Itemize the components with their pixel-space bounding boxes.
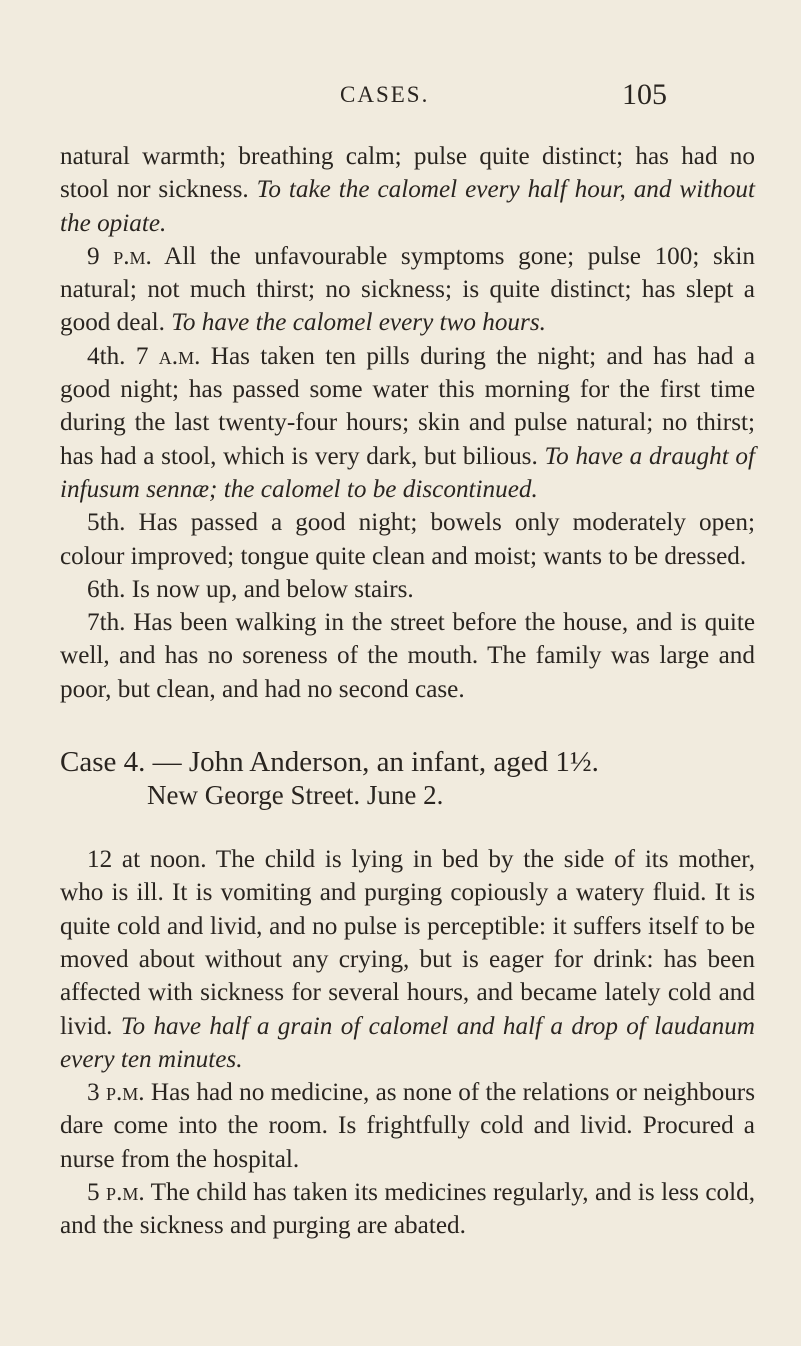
text-run: 6th. Is now up, and below stairs. bbox=[87, 575, 414, 603]
prescription-text: To take the calomel every half hour, and without the opiate. bbox=[60, 176, 756, 237]
case-3-continuation bbox=[60, 140, 755, 706]
text-run: natural warmth; breathing calm; pulse quite distinct; has had no stool nor sickness. bbox=[60, 143, 755, 204]
text-run: All the unfavourable symptoms gone; pulse 100; skin natural; not much thirst; no sickness; is quite distinct; has slept a good deal. bbox=[60, 242, 755, 337]
text-run: Has taken ten pills during the night; and has had a good night; has passed some water this morning for the first time during the last twenty-four hours; skin and pulse natural; no thirst; has had a stool, which is very dark, but bilious. bbox=[60, 342, 756, 470]
paragraph bbox=[60, 340, 755, 506]
running-head bbox=[0, 78, 801, 118]
time-marker: 3 p.m. bbox=[87, 1079, 145, 1107]
paragraph bbox=[60, 843, 755, 1076]
case-heading: Case 4. — John Anderson, an infant, aged 1½. bbox=[60, 746, 599, 779]
prescription-text: To have the calomel every two hours. bbox=[171, 309, 546, 337]
prescription-text: To have half a grain of calomel and half a drop of laudanum every ten minutes. bbox=[60, 1012, 755, 1073]
text-run: 5th. Has passed a good night; bowels only moderately open; colour improved; tongue quite clean and moist; wants to be dressed. bbox=[60, 509, 755, 570]
prescription-text: To have a draught of infusum sennæ; the calomel to be discontinued. bbox=[60, 442, 755, 503]
text-run: 12 at noon. The child is lying in bed by the side of its mother, who is ill. It is vomiting and purging copiously a watery fluid. It is quite cold and livid, and no pulse is perceptible: it suffers itself to be moved about without any crying, but is eager for drink: has been affected with sickness for several hours, and became lately cold and livid. bbox=[60, 846, 755, 1040]
text-run: Has had no medicine, as none of the relations or neighbours dare come into the room. Is frightfully cold and livid. Procured a nurse from the hospital. bbox=[60, 1079, 755, 1173]
page-number: 105 bbox=[622, 78, 667, 111]
case-address-line: New George Street. June 2. bbox=[147, 780, 444, 811]
paragraph bbox=[60, 606, 755, 706]
paragraph bbox=[60, 1176, 755, 1243]
text-run: The child has taken its medicines regularly, and is less cold, and the sickness and purging are abated. bbox=[60, 1179, 756, 1240]
text-run: 4th. bbox=[87, 342, 136, 370]
time-marker: 5 p.m. bbox=[87, 1179, 145, 1207]
time-marker: 9 p.m. bbox=[87, 242, 152, 270]
case-4-notes bbox=[60, 843, 755, 1243]
time-marker: 7 a.m. bbox=[135, 342, 201, 370]
text-run: 7th. Has been walking in the street before the house, and is quite well, and has no soreness of the mouth. The family was large and poor, but clean, and had no second case. bbox=[60, 609, 755, 703]
paragraph bbox=[60, 506, 755, 573]
running-title: CASES. bbox=[340, 82, 430, 107]
paragraph bbox=[60, 240, 755, 340]
body-text bbox=[60, 140, 755, 1243]
paragraph bbox=[60, 140, 755, 240]
paragraph bbox=[60, 573, 755, 606]
paragraph bbox=[60, 1076, 755, 1176]
